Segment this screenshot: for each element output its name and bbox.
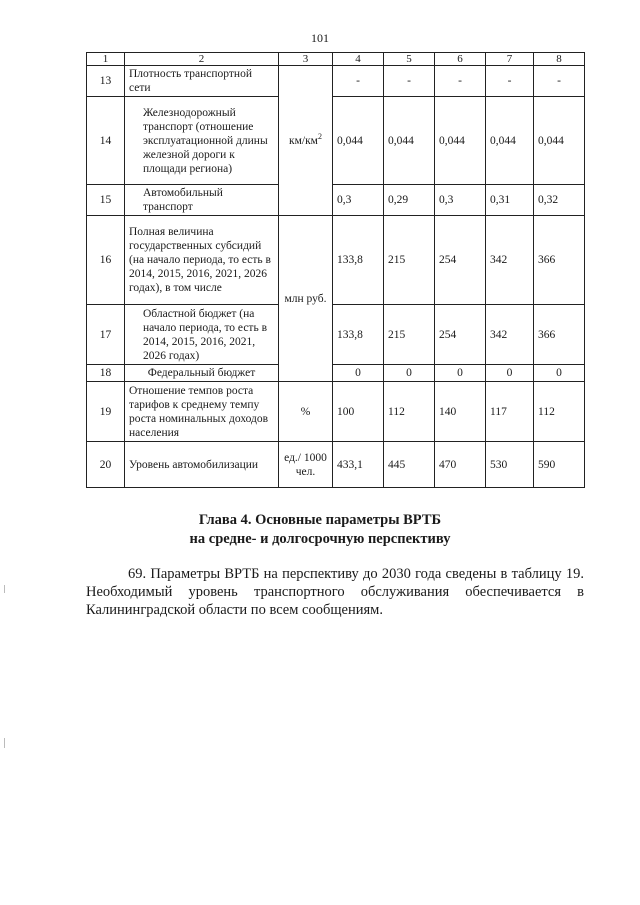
value-cell: - — [435, 66, 486, 97]
value-cell: 0,31 — [486, 185, 534, 216]
value-cell: 0 — [534, 365, 585, 382]
column-header: 7 — [486, 53, 534, 66]
value-cell: 590 — [534, 442, 585, 488]
value-cell: 0 — [435, 365, 486, 382]
table-row — [87, 185, 585, 216]
row-name: Плотность транспортной сети — [125, 66, 279, 97]
chapter-title-line-1: Глава 4. Основные параметры ВРТБ — [198, 512, 442, 528]
table-row — [87, 365, 585, 382]
value-cell: 0,3 — [333, 185, 384, 216]
value-cell: 0,044 — [486, 97, 534, 185]
value-cell: 366 — [534, 216, 585, 305]
value-cell: 0,3 — [435, 185, 486, 216]
value-cell: 112 — [534, 382, 585, 442]
scan-mark — [4, 738, 5, 748]
value-cell: 0 — [333, 365, 384, 382]
row-name: Полная величина государственных субсидий (на начало периода, то есть в 2014, 2015, 2016, 2021, 2026 годах), в том числе — [125, 216, 279, 305]
value-cell: 470 — [435, 442, 486, 488]
value-cell: 0,32 — [534, 185, 585, 216]
unit-cell: млн руб. — [279, 216, 333, 382]
value-cell: - — [333, 66, 384, 97]
value-cell: 0 — [486, 365, 534, 382]
column-header: 4 — [333, 53, 384, 66]
value-cell: - — [486, 66, 534, 97]
column-header: 5 — [384, 53, 435, 66]
value-cell: 342 — [486, 216, 534, 305]
value-cell: 133,8 — [333, 216, 384, 305]
body-paragraph: 69. Параметры ВРТБ на перспективу до 2030 года сведены в таблицу 19. Необходимый уровень транспортного обслуживания обеспечивается в Калининградской области по всем сообщениям. — [86, 566, 584, 618]
chapter-title-line-2: на средне- и долгосрочную перспективу — [189, 531, 451, 547]
table-row — [87, 66, 585, 97]
chapter-title — [0, 511, 640, 549]
table-row — [87, 442, 585, 488]
column-header: 3 — [279, 53, 333, 66]
row-number: 17 — [87, 305, 125, 365]
column-header: 6 — [435, 53, 486, 66]
row-number: 18 — [87, 365, 125, 382]
value-cell: - — [534, 66, 585, 97]
value-cell: 366 — [534, 305, 585, 365]
row-name: Отношение темпов роста тарифов к среднему темпу роста номинальных доходов населения — [125, 382, 279, 442]
row-name: Областной бюджет (на начало периода, то есть в 2014, 2015, 2016, 2021, 2026 годах) — [125, 305, 279, 365]
row-number: 16 — [87, 216, 125, 305]
row-number: 19 — [87, 382, 125, 442]
table-row — [87, 305, 585, 365]
row-name: Автомобильный транспорт — [125, 185, 279, 216]
row-number: 20 — [87, 442, 125, 488]
table-row — [87, 216, 585, 305]
value-cell: 0,044 — [384, 97, 435, 185]
column-header: 1 — [87, 53, 125, 66]
table-row — [87, 97, 585, 185]
value-cell: 342 — [486, 305, 534, 365]
row-number: 13 — [87, 66, 125, 97]
value-cell: 100 — [333, 382, 384, 442]
column-header: 8 — [534, 53, 585, 66]
value-cell: 0 — [384, 365, 435, 382]
value-cell: 445 — [384, 442, 435, 488]
row-name: Федеральный бюджет — [125, 365, 279, 382]
indicators-table — [86, 52, 585, 488]
scan-mark — [4, 585, 5, 593]
value-cell: 530 — [486, 442, 534, 488]
column-header: 2 — [125, 53, 279, 66]
value-cell: 254 — [435, 305, 486, 365]
unit-cell: $км/км^2$ — [279, 66, 333, 216]
value-cell: 433,1 — [333, 442, 384, 488]
row-name: Железнодорожный транспорт (отношение эксплуатационной длины железной дороги к площади региона) — [125, 97, 279, 185]
value-cell: - — [384, 66, 435, 97]
value-cell: 215 — [384, 305, 435, 365]
value-cell: 0,044 — [534, 97, 585, 185]
page-number: 101 — [311, 31, 329, 45]
value-cell: 133,8 — [333, 305, 384, 365]
row-number: 15 — [87, 185, 125, 216]
value-cell: 0,29 — [384, 185, 435, 216]
table-row — [87, 382, 585, 442]
value-cell: 215 — [384, 216, 435, 305]
unit-cell: ед./ 1000 чел. — [279, 442, 333, 488]
value-cell: 140 — [435, 382, 486, 442]
table-header-row — [87, 53, 585, 66]
value-cell: 0,044 — [435, 97, 486, 185]
unit-cell: % — [279, 382, 333, 442]
value-cell: 254 — [435, 216, 486, 305]
row-number: 14 — [87, 97, 125, 185]
row-name: Уровень автомобилизации — [125, 442, 279, 488]
value-cell: 0,044 — [333, 97, 384, 185]
value-cell: 112 — [384, 382, 435, 442]
value-cell: 117 — [486, 382, 534, 442]
